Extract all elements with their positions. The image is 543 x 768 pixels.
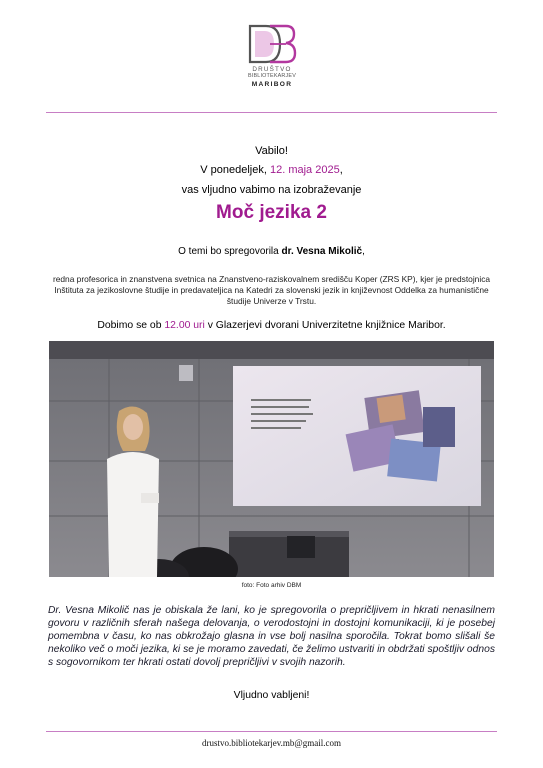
date-suffix: , — [339, 164, 343, 176]
date-prefix: V ponedeljek, — [200, 164, 270, 176]
logo-line-1: DRUŠTVO — [252, 66, 292, 73]
event-date: 12. maja 2025 — [269, 164, 340, 176]
speaker-line — [0, 246, 543, 257]
lecture-photo — [49, 341, 494, 577]
speaker-bio: redna profesorica in znanstvena svetnica na Znanstveno-raziskovalnem središču Koper (ZRS KP), kjer je predstojnica Inštituta za jezikoslovne študije in predavateljica na Katedri za slovenski jezik in književnost Oddelka za humanistične študije Univerze v Trstu. — [52, 274, 491, 306]
speaker-prefix: O temi bo spregovorila — [178, 246, 282, 257]
society-logo — [246, 22, 298, 92]
meeting-time: 12.00 uri — [164, 320, 205, 331]
description-text: Dr. Vesna Mikolič nas je obiskala že lani, ko je spregovorila o prepričljivem in hkrati nenasilnem govoru v različnih sferah našega delovanja, o verodostojni in dostojni komunikaciji, ki je posebej pomembna v času, ko nas obkrožajo glasna in vse bolj nasilna sporočila. Tokrat bomo slišali še nekoliko več o moči jezika, ki se je moramo zavedati, če želimo ustvariti in obdržati spoštljiv odnos s sogovornikom ter hkrati ostati dovolj prepričljivi v svojih nazorih. — [48, 605, 495, 669]
speaker-name: dr. Vesna Mikolič — [281, 246, 363, 257]
event-title: Moč jezika 2 — [216, 202, 327, 223]
meeting-line — [0, 320, 543, 331]
contact-email[interactable]: drustvo.bibliotekarjev.mb@gmail.com — [202, 738, 341, 748]
greeting: Vabilo! — [255, 145, 288, 157]
lecture-scene-illustration — [49, 341, 494, 577]
db-monogram-logo — [246, 22, 298, 66]
photo-caption: foto: Foto arhiv DBM — [241, 582, 302, 589]
bottom-divider — [46, 731, 497, 732]
logo-line-2: BIBLIOTEKARJEV — [247, 73, 297, 79]
closing-line: Vljudno vabljeni! — [233, 690, 310, 701]
invite-text: vas vljudno vabimo na izobraževanje — [181, 184, 362, 196]
description-paragraph — [48, 604, 495, 669]
meeting-suffix: v Glazerjevi dvorani Univerzitetne knjižnice Maribor. — [204, 320, 446, 331]
speaker-suffix: , — [362, 246, 365, 257]
logo-line-3: MARIBOR — [251, 81, 293, 88]
meeting-prefix: Dobimo se ob — [97, 320, 165, 331]
date-line — [0, 164, 543, 176]
top-divider — [46, 112, 497, 113]
